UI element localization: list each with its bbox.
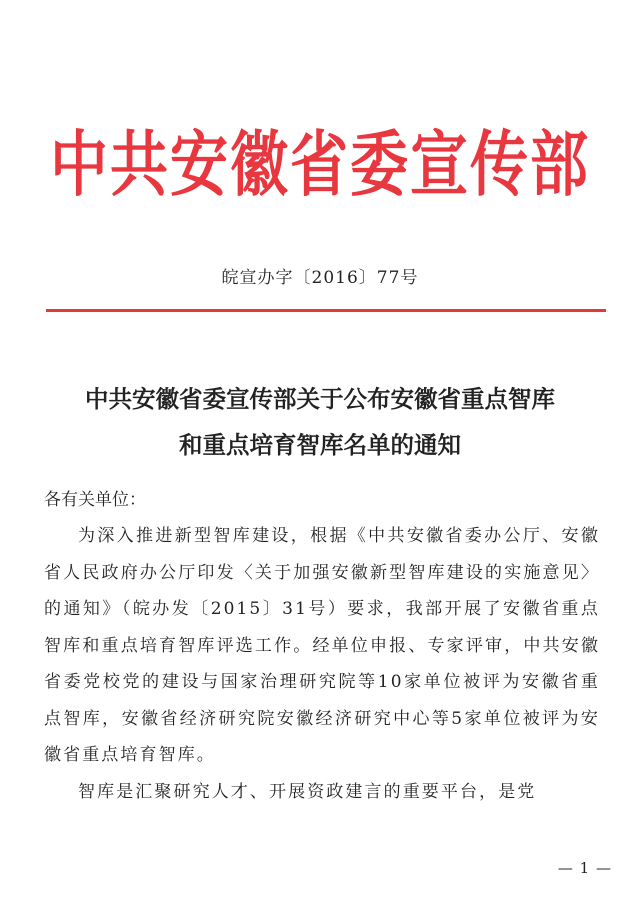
issuer-header: 中共安徽省委宣传部 — [49, 123, 590, 207]
red-divider-line — [46, 309, 606, 312]
paragraph-2: 智库是汇聚研究人才、开展资政建言的重要平台，是党 — [78, 781, 537, 802]
paragraph-1: 为深入推进新型智库建设，根据《中共安徽省委办公厅、安徽省人民政府办公厅印发〈关于加强安徽新型智库建设的实施意见〉的通知》（皖办发〔2015〕31号）要求，我部开展了安徽省重点智库和重点培育智库评选工作。经单位申报、专家评审，中共安徽省委党校党的建设与国家治理研究院等10家单位被评为安徽省重点智库，安徽省经济研究院安徽经济研究中心等5家单位被评为安徽省重点培育智库。 — [44, 526, 600, 765]
body-text — [44, 518, 600, 810]
document-number: 皖宣办字〔2016〕77号 — [221, 268, 419, 288]
salutation: 各有关单位： — [44, 490, 146, 510]
title-line-1: 中共安徽省委宣传部关于公布安徽省重点智库 — [85, 385, 555, 413]
title-line-2: 和重点培育智库名单的通知 — [179, 431, 461, 459]
document-title — [0, 376, 640, 468]
page-number: — 1 — — [557, 859, 612, 877]
